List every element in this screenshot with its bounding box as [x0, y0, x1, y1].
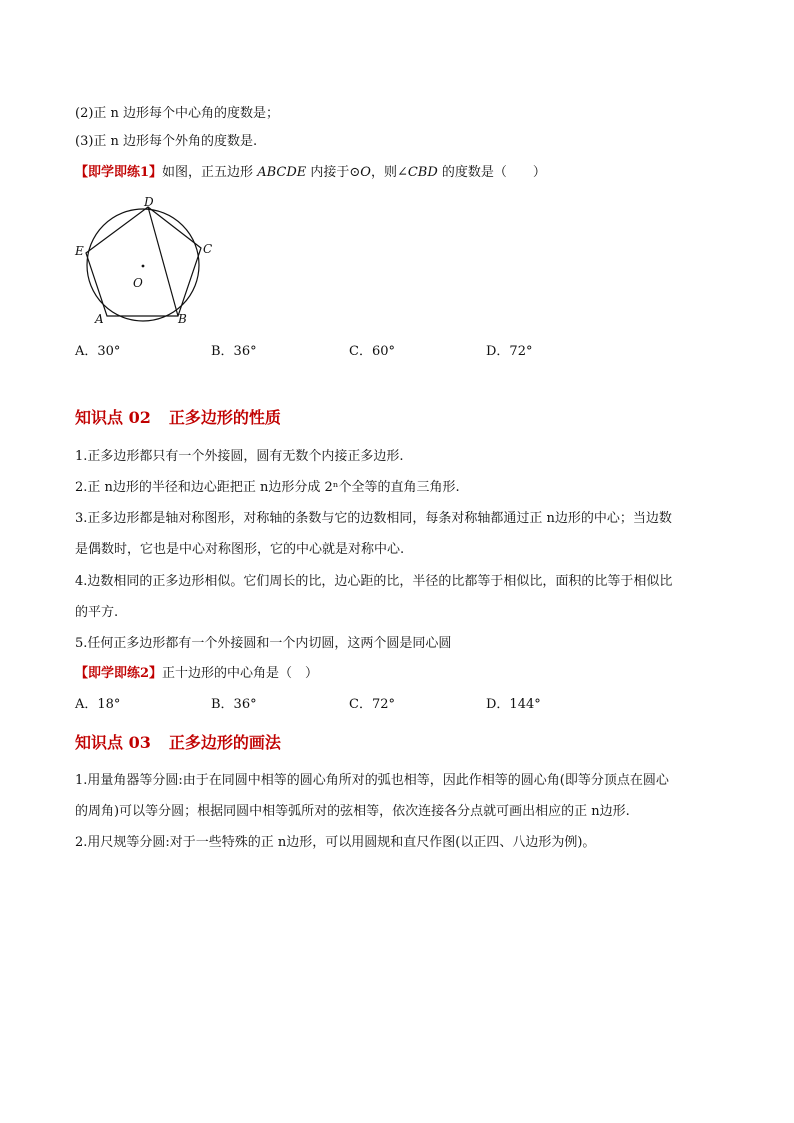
- practice2-option-b[interactable]: B．36°: [211, 697, 257, 712]
- practice1-text-pre: 如图，正五边形: [162, 165, 258, 180]
- practice1-option-d[interactable]: D．72°: [486, 344, 533, 359]
- intro-item-3: (3)正 n 边形每个外角的度数是.: [75, 134, 258, 149]
- section-02-item-5: 5.任何正多边形都有一个外接圆和一个内切圆，这两个圆是同心圆: [75, 636, 452, 651]
- section-02-item-3: 3.正多边形都是轴对称图形，对称轴的条数与它的边数相同，每条对称轴都通过正 n边形的中心；当边数: [75, 511, 672, 526]
- section-02-item-4-cont: 的平方.: [75, 605, 119, 620]
- section-03-heading: [75, 733, 281, 753]
- section-02-item-2: 2.正 n边形的半径和边心距把正 n边形分成 2ⁿ个全等的直角三角形.: [75, 480, 460, 495]
- section-02-item-1: 1.正多边形都只有一个外接圆，圆有无数个内接正多边形.: [75, 449, 404, 464]
- section-03-title: 正多边形的画法: [168, 733, 281, 752]
- center-point: [142, 265, 145, 268]
- label-e: E: [75, 244, 84, 258]
- section-02-item-4: 4.边数相同的正多边形相似。它们周长的比，边心距的比，半径的比都等于相似比，面积的比等于相似比: [75, 574, 673, 589]
- intro-item-2: (2)正 n 边形每个中心角的度数是；: [75, 106, 280, 121]
- practice2-tag: 【即学即练2】: [75, 666, 163, 681]
- label-d: D: [144, 195, 154, 209]
- section-02-number: 知识点 02: [75, 408, 151, 427]
- practice1-text-mid2: ，则∠: [370, 165, 408, 180]
- section-02-item-3-cont: 是偶数时，它也是中心对称图形，它的中心就是对称中心.: [75, 542, 405, 557]
- section-03-item-1: 1.用量角器等分圆:由于在同圆中相等的圆心角所对的弧也相等，因此作相等的圆心角(即等分顶点在圆心: [75, 773, 669, 788]
- practice2-option-a[interactable]: A．18°: [75, 697, 121, 712]
- practice2-option-d[interactable]: D．144°: [486, 697, 541, 712]
- practice1-angle: CBD: [407, 165, 438, 180]
- practice1-text-post: 的度数是（ ）: [437, 165, 546, 180]
- pentagon-in-circle-figure: [74, 195, 220, 330]
- label-o: O: [133, 276, 143, 290]
- label-c: C: [203, 242, 213, 256]
- label-b: B: [178, 312, 187, 326]
- practice1-polygon: ABCDE: [257, 165, 307, 180]
- label-a: A: [95, 312, 104, 326]
- pentagon: [86, 207, 201, 316]
- practice1-option-a[interactable]: A．30°: [75, 344, 121, 359]
- practice1-question: [75, 164, 546, 182]
- segment-bd: [148, 207, 178, 316]
- section-03-number: 知识点 03: [75, 733, 151, 752]
- practice1-text-mid: 内接于⊙: [306, 165, 361, 180]
- section-03-item-1-cont: 的周角)可以等分圆；根据同圆中相等弧所对的弦相等，依次连接各分点就可画出相应的正 n边形.: [75, 804, 630, 819]
- section-02-heading: [75, 408, 281, 428]
- section-03-item-2: 2.用尺规等分圆:对于一些特殊的正 n边形，可以用圆规和直尺作图(以正四、八边形为例)。: [75, 835, 596, 850]
- practice1-option-c[interactable]: C．60°: [349, 344, 395, 359]
- practice1-option-b[interactable]: B．36°: [211, 344, 257, 359]
- practice1-circle: O: [360, 165, 371, 180]
- practice1-tag: 【即学即练1】: [75, 165, 163, 180]
- practice2-question: [75, 665, 318, 683]
- practice2-text: 正十边形的中心角是（ ）: [162, 666, 319, 681]
- section-02-title: 正多边形的性质: [168, 408, 281, 427]
- practice2-option-c[interactable]: C．72°: [349, 697, 395, 712]
